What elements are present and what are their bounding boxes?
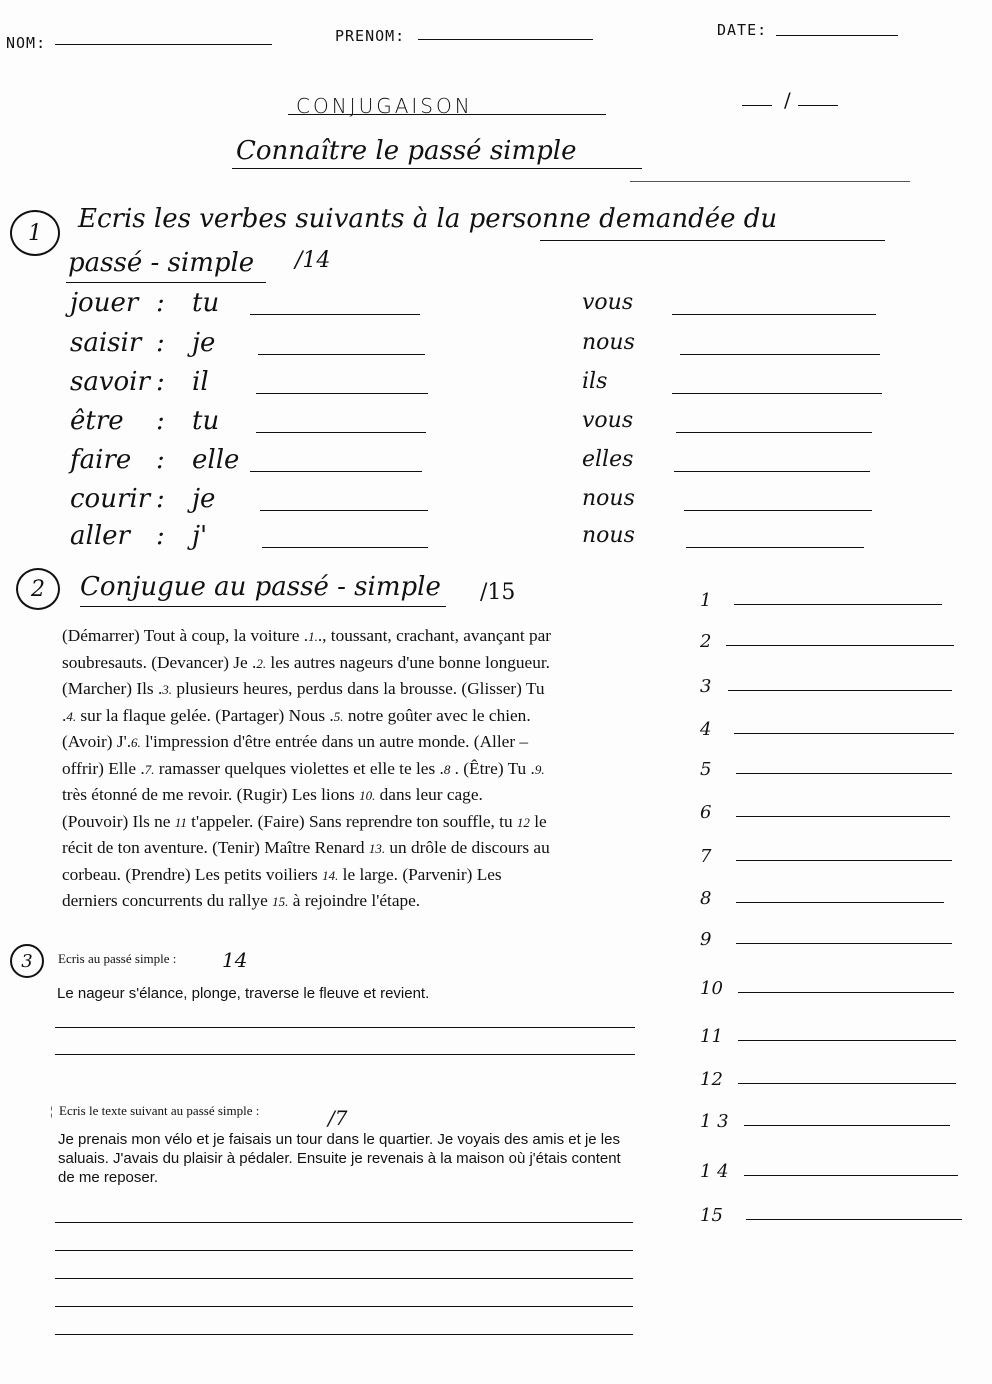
answer-line-1[interactable] — [256, 393, 428, 394]
answer-line[interactable] — [738, 1040, 956, 1041]
answer-line-2[interactable] — [672, 393, 882, 394]
answer-line-1[interactable] — [260, 510, 428, 511]
divider — [630, 181, 910, 182]
question-3-sentence: Le nageur s'élance, plonge, traverse le fleuve et revient. — [57, 985, 430, 1002]
prenom-label: PRENOM: — [335, 27, 406, 45]
blank-number: 4. — [66, 708, 77, 724]
blank-number: 14. — [322, 867, 339, 883]
answer-line[interactable] — [744, 1175, 958, 1176]
question-4-answer-line-3[interactable] — [55, 1278, 633, 1279]
pronoun-2: vous — [582, 408, 634, 433]
question-1-instruction-2: passé - simple — [68, 248, 255, 278]
paragraph-text: récit de ton aventure. (Tenir) Maître Renard — [62, 838, 369, 857]
paragraph-text: (Pouvoir) Ils ne — [62, 811, 175, 831]
question-4-answer-line-1[interactable] — [55, 1222, 633, 1223]
paragraph-text: t'appeler. (Faire) Sans reprendre ton souffle, tu — [186, 811, 517, 831]
pronoun-2: nous — [582, 523, 635, 548]
answer-line-1[interactable] — [250, 314, 420, 315]
paragraph-text: ., toussant, crachant, avançant par — [317, 626, 552, 645]
colon: : — [156, 484, 165, 514]
paragraph-text: très étonné de me revoir. (Rugir) Les lions — [62, 785, 360, 804]
question-1-score: /14 — [295, 248, 331, 273]
answer-number: 1 4 — [700, 1161, 729, 1182]
pronoun-2: vous — [582, 290, 634, 315]
blank-number: 3. — [162, 682, 173, 697]
paragraph-line — [62, 730, 652, 755]
pronoun-1: je — [192, 484, 216, 514]
question-2-instruction: Conjugue au passé - simple — [80, 572, 441, 602]
answer-line[interactable] — [738, 992, 954, 993]
answer-line[interactable] — [736, 902, 944, 903]
paragraph-line — [62, 704, 652, 729]
paragraph-text: offrir) Elle . — [62, 758, 145, 778]
paragraph-text: à rejoindre l'étape. — [288, 891, 421, 910]
pronoun-2: elles — [582, 447, 634, 472]
answer-number: 6 — [700, 802, 712, 823]
answer-number: 3 — [700, 676, 712, 697]
verb-3: être — [70, 406, 124, 436]
answer-number: 7 — [700, 846, 712, 867]
paragraph-text: plusieurs heures, perdus dans la brousse. (Glisser) Tu — [172, 679, 545, 698]
date-field-line[interactable] — [776, 35, 898, 36]
answer-number: 11 — [700, 1026, 723, 1047]
blank-number: 12 — [516, 814, 530, 830]
paragraph-text: . (Être) Tu . — [450, 758, 535, 778]
pronoun-1: j' — [192, 521, 208, 551]
answer-line-2[interactable] — [684, 510, 872, 511]
paragraph-text: (Marcher) Ils . — [62, 679, 163, 698]
answer-line[interactable] — [726, 645, 954, 646]
paragraph-line — [62, 889, 652, 914]
verb-2: savoir — [70, 367, 150, 397]
verb-4: faire — [70, 445, 132, 475]
paragraph-line — [62, 783, 652, 808]
question-4-answer-line-5[interactable] — [55, 1334, 633, 1335]
paragraph-text: notre goûter avec le chien. — [343, 705, 531, 725]
answer-line[interactable] — [736, 816, 950, 817]
answer-number: 9 — [700, 929, 712, 950]
paragraph-text: les autres nageurs d'une bonne longueur. — [266, 652, 550, 672]
score-line-left — [742, 105, 772, 106]
question-4-text: Je prenais mon vélo et je faisais un tour dans le quartier. Je voyais des amis et je les saluais. J'avais du plaisir à pédaler. Ensuite je revenais à la maison où j'étais content de me reposer. — [58, 1131, 621, 1186]
answer-number: 8 — [700, 888, 712, 909]
question-2-underline — [80, 606, 446, 607]
blank-number: 2. — [256, 655, 267, 671]
pronoun-1: je — [192, 328, 216, 358]
question-1-underline-2 — [66, 282, 266, 283]
colon: : — [156, 328, 165, 358]
pronoun-1: il — [192, 367, 209, 397]
paragraph-text: soubresauts. (Devancer) Je . — [62, 652, 257, 672]
score-line-right — [798, 105, 838, 106]
prenom-field-line[interactable] — [418, 39, 593, 40]
title-underline — [288, 114, 606, 115]
question-1-underline — [540, 240, 885, 241]
answer-line[interactable] — [736, 943, 952, 944]
question-3-score: 14 — [222, 948, 248, 972]
answer-line-2[interactable] — [674, 471, 870, 472]
question-3-instruction: Ecris au passé simple : — [58, 951, 177, 966]
answer-line[interactable] — [746, 1219, 962, 1220]
paragraph-text: (Avoir) J'. — [62, 732, 132, 751]
question-1-instruction: Ecris les verbes suivants à la personne demandée du — [78, 204, 778, 234]
paragraph-text: derniers concurrents du rallye — [62, 891, 273, 910]
answer-line[interactable] — [728, 690, 952, 691]
answer-number: 2 — [700, 631, 712, 652]
nom-field-line[interactable] — [55, 44, 272, 45]
pronoun-2: nous — [582, 486, 635, 511]
paragraph-line — [62, 836, 652, 861]
score-separator: / — [784, 88, 791, 112]
paragraph-line — [62, 624, 652, 649]
paragraph-text: l'impression d'être entrée dans un autre monde. (Aller – — [140, 732, 529, 751]
answer-line[interactable] — [736, 773, 952, 774]
paragraph-text: le large. (Parvenir) Les — [338, 864, 502, 884]
answer-number: 4 — [700, 719, 712, 740]
verb-0: jouer — [70, 288, 139, 318]
question-3-answer-line-1[interactable] — [55, 1027, 635, 1028]
blank-number: 15. — [272, 894, 289, 909]
pronoun-1: tu — [192, 288, 220, 318]
pronoun-1: elle — [192, 445, 240, 475]
answer-line[interactable] — [734, 733, 954, 734]
colon: : — [156, 521, 165, 551]
answer-line-2[interactable] — [680, 354, 880, 355]
colon: : — [156, 445, 165, 475]
blank-number: 5. — [333, 708, 344, 724]
pronoun-2: ils — [582, 369, 608, 394]
blank-number: 10. — [359, 788, 376, 803]
answer-number: 5 — [700, 759, 712, 780]
nom-label: NOM: — [6, 34, 47, 52]
paragraph-text: ramasser quelques violettes et elle te les . — [154, 758, 444, 778]
question-4-marker: ¦ — [50, 1103, 53, 1118]
answer-line-1[interactable] — [262, 547, 428, 548]
paragraph-line — [62, 863, 652, 888]
answer-number: 1 — [700, 590, 712, 611]
question-2-score: /15 — [480, 580, 516, 605]
blank-number: 1. — [308, 629, 318, 644]
paragraph-line — [62, 810, 652, 835]
paragraph-line — [62, 677, 652, 702]
verb-5: courir — [70, 484, 151, 514]
answer-number: 10 — [700, 978, 723, 999]
question-3-number: 3 — [10, 944, 44, 978]
paragraph-text: corbeau. (Prendre) Les petits voiliers — [62, 864, 323, 884]
answer-line-2[interactable] — [672, 314, 876, 315]
verb-1: saisir — [70, 328, 142, 358]
date-label: DATE: — [717, 21, 768, 39]
question-3-answer-line-2[interactable] — [55, 1054, 635, 1055]
pronoun-1: tu — [192, 406, 220, 436]
paragraph-text: (Démarrer) Tout à coup, la voiture . — [62, 626, 309, 645]
question-4-answer-line-2[interactable] — [55, 1250, 633, 1251]
colon: : — [156, 288, 165, 318]
blank-number: 13. — [368, 841, 386, 856]
paragraph-line — [62, 651, 652, 676]
answer-number: 15 — [700, 1205, 723, 1226]
question-4-instruction: Ecris le texte suivant au passé simple : — [59, 1103, 260, 1118]
blank-number: 11 — [174, 814, 187, 830]
answer-line[interactable] — [736, 860, 952, 861]
answer-line-2[interactable] — [686, 547, 864, 548]
blank-number: 8 — [443, 761, 451, 777]
colon: : — [156, 406, 165, 436]
answer-line[interactable] — [738, 1083, 956, 1084]
page-subtitle: Connaître le passé simple — [236, 136, 577, 166]
answer-number: 1 3 — [700, 1111, 729, 1132]
blank-number: 9. — [534, 761, 545, 777]
blank-number: 6. — [131, 735, 141, 750]
colon: : — [156, 367, 165, 397]
answer-line[interactable] — [734, 604, 942, 605]
paragraph-line — [62, 757, 652, 782]
paragraph-text: dans leur cage. — [375, 785, 483, 804]
answer-line-1[interactable] — [250, 471, 422, 472]
answer-line-2[interactable] — [676, 432, 872, 433]
answer-line-1[interactable] — [258, 354, 425, 355]
verb-6: aller — [70, 521, 130, 551]
pronoun-2: nous — [582, 330, 635, 355]
paragraph-text: sur la flaque gelée. (Partager) Nous . — [76, 705, 334, 725]
paragraph-text: . — [62, 705, 67, 725]
question-4-score: /7 — [328, 1106, 348, 1130]
paragraph-text: un drôle de discours au — [385, 838, 550, 857]
paragraph-text: le — [529, 811, 547, 831]
answer-line[interactable] — [744, 1125, 950, 1126]
answer-line-1[interactable] — [256, 432, 426, 433]
page-title: CONJUGAISON — [296, 94, 473, 118]
question-2-number: 2 — [16, 568, 60, 610]
blank-number: 7. — [144, 761, 155, 777]
answer-number: 12 — [700, 1069, 723, 1090]
question-4-answer-line-4[interactable] — [55, 1306, 633, 1307]
subtitle-underline — [232, 168, 642, 169]
question-1-number: 1 — [10, 210, 60, 256]
